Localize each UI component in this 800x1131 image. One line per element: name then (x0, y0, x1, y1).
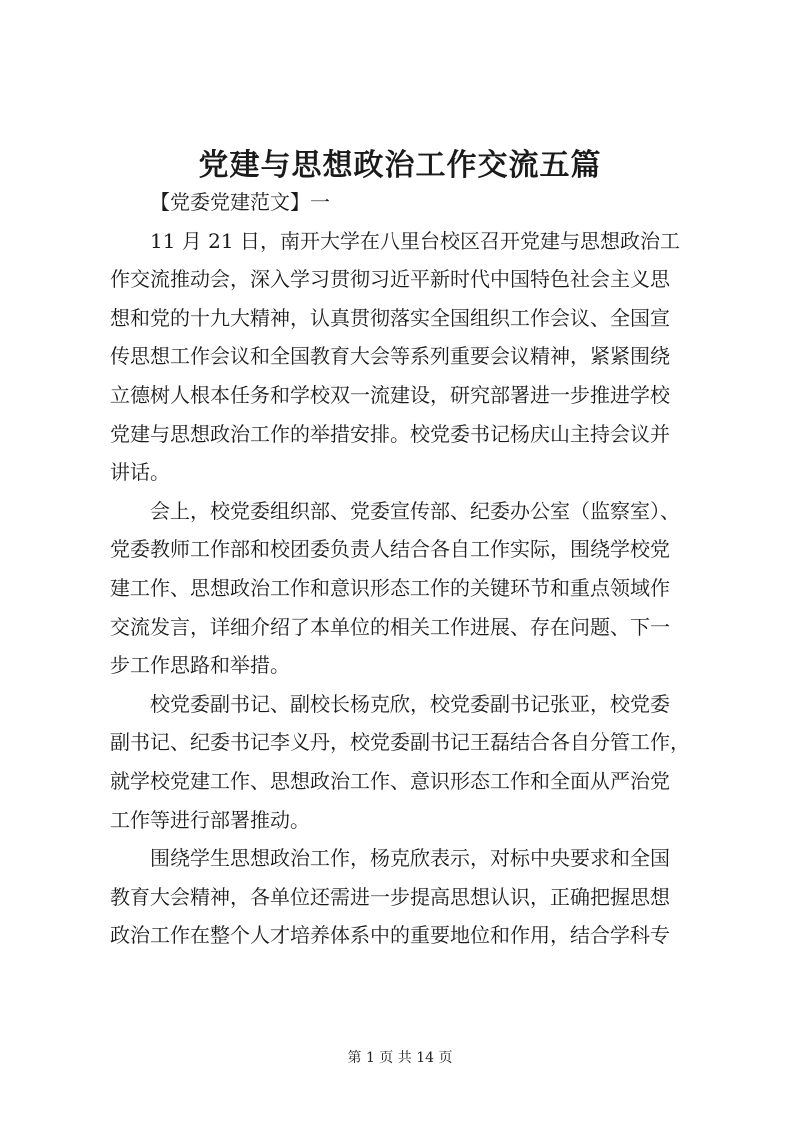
paragraph-line: 想和党的十九大精神，认真贯彻落实全国组织工作会议、全国宣 (110, 305, 670, 330)
paragraph (110, 839, 698, 955)
paragraph-line: 校党委副书记、副校长杨克欣，校党委副书记张亚，校党委 (150, 691, 670, 716)
paragraph-line: 会上，校党委组织部、党委宣传部、纪委办公室（监察室）、 (150, 498, 680, 523)
document-body (110, 183, 698, 955)
paragraph (110, 492, 698, 685)
paragraph (110, 222, 698, 492)
paragraph-line: 交流发言，详细介绍了本单位的相关工作进展、存在问题、下一 (110, 614, 670, 639)
paragraph-line: 就学校党建工作、思想政治工作、意识形态工作和全面从严治党 (110, 768, 670, 793)
paragraph-line: 工作等进行部署推动。 (110, 807, 310, 832)
paragraph-line: 副书记、纪委书记李义丹，校党委副书记王磊结合各自分管工作， (110, 730, 690, 755)
paragraph-line: 政治工作在整个人才培养体系中的重要地位和作用，结合学科专 (110, 923, 670, 948)
document-title: 党建与思想政治工作交流五篇 (198, 148, 602, 183)
paragraph-line: 11 月 21 日，南开大学在八里台校区召开党建与思想政治工 (150, 228, 680, 253)
paragraph-line: 教育大会精神，各单位还需进一步提高思想认识，正确把握思想 (110, 884, 670, 909)
paragraph-list (110, 222, 698, 955)
paragraph-line: 建工作、思想政治工作和意识形态工作的关键环节和重点领域作 (110, 575, 670, 600)
page-footer: 第 1 页 共 14 页 (347, 1050, 453, 1066)
paragraph-line: 传思想工作会议和全国教育大会等系列重要会议精神，紧紧围绕 (110, 344, 670, 369)
section-heading: 【党委党建范文】一 (150, 190, 330, 214)
paragraph-line: 围绕学生思想政治工作，杨克欣表示，对标中央要求和全国 (150, 846, 670, 871)
paragraph (110, 685, 698, 839)
paragraph-line: 步工作思路和举措。 (110, 653, 290, 678)
paragraph-line: 党建与思想政治工作的举措安排。校党委书记杨庆山主持会议并 (110, 421, 670, 446)
paragraph-line: 党委教师工作部和校团委负责人结合各自工作实际，围绕学校党 (110, 537, 670, 562)
paragraph-line: 立德树人根本任务和学校双一流建设，研究部署进一步推进学校 (110, 382, 670, 407)
paragraph-line: 讲话。 (110, 460, 170, 485)
paragraph-line: 作交流推动会，深入学习贯彻习近平新时代中国特色社会主义思 (110, 267, 670, 292)
